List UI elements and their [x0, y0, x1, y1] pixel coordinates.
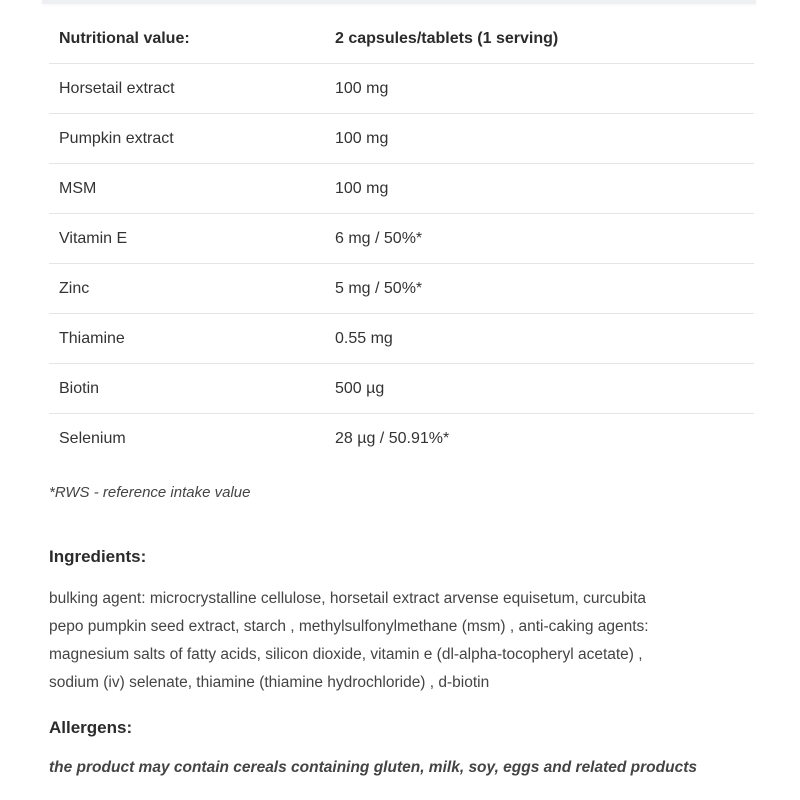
- nutrient-value: 100 mg: [325, 64, 754, 114]
- nutrient-value: 500 µg: [325, 364, 754, 414]
- header-nutritional-value: Nutritional value:: [49, 15, 325, 64]
- nutrient-name: Horsetail extract: [49, 64, 325, 114]
- ingredients-line: magnesium salts of fatty acids, silicon dioxide, vitamin e (dl-alpha-tocopheryl acetate) ,: [49, 646, 643, 663]
- table-row: [49, 214, 754, 264]
- nutrient-value: 28 µg / 50.91%*: [335, 429, 450, 447]
- reference-intake-footnote: *RWS - reference intake value: [49, 484, 251, 501]
- table-row: [49, 414, 754, 464]
- allergens-heading: Allergens:: [49, 718, 133, 737]
- nutrient-value: 100 mg: [325, 114, 754, 164]
- ingredients-line: sodium (iv) selenate, thiamine (thiamine hydrochloride) , d-biotin: [49, 674, 490, 691]
- nutrient-value: 0.55 mg: [325, 314, 754, 364]
- table-row: [49, 114, 754, 164]
- table-row: [49, 64, 754, 114]
- nutrient-name: Vitamin E: [49, 214, 325, 264]
- nutrient-name: Biotin: [49, 364, 325, 414]
- ingredients-line: pepo pumpkin seed extract, starch , methylsulfonylmethane (msm) , anti-caking agents:: [49, 618, 649, 635]
- table-header-row: [49, 15, 754, 64]
- table-row: [49, 164, 754, 214]
- top-divider: [42, 0, 756, 4]
- allergens-text: the product may contain cereals containing gluten, milk, soy, eggs and related products: [49, 759, 697, 776]
- nutrition-table: [49, 15, 754, 463]
- nutrient-value: 6 mg / 50%*: [325, 214, 754, 264]
- ingredients-line: bulking agent: microcrystalline cellulose, horsetail extract arvense equisetum, curcubita: [49, 590, 647, 607]
- nutrient-name: Selenium: [59, 429, 126, 447]
- nutrient-value: 5 mg / 50%*: [325, 264, 754, 314]
- table-row: [49, 364, 754, 414]
- nutrient-name: MSM: [49, 164, 325, 214]
- nutrient-name: Pumpkin extract: [49, 114, 325, 164]
- header-serving: 2 capsules/tablets (1 serving): [325, 15, 754, 64]
- nutrient-name: Thiamine: [49, 314, 325, 364]
- table-row: [49, 264, 754, 314]
- ingredients-heading: Ingredients:: [49, 547, 147, 566]
- nutrient-value: 100 mg: [325, 164, 754, 214]
- table-row: [49, 314, 754, 364]
- ingredients-text: [49, 585, 759, 697]
- nutrient-name: Zinc: [49, 264, 325, 314]
